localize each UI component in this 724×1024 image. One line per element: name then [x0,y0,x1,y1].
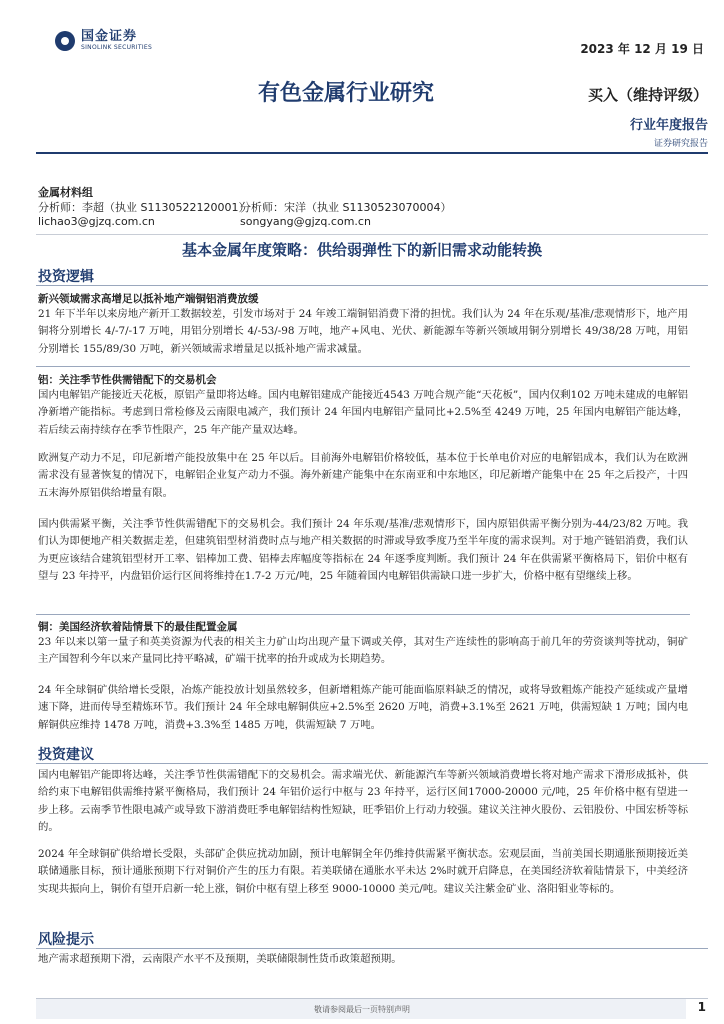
section-divider [36,285,708,286]
paragraph: 国内电解铝产能接近天花板，原铝产量即将达峰。国内电解铝建成产能接近4543 万吨合规产能“天花板”，国内仅剩102 万吨未建成的电解铝净新增产能指标。考虑到日常检修及云南限电减产，我们预计 24 年国内电解铝产量同比+2.5%至 4249 万吨，25 年国内电解铝产能达峰，若后续云南持续存在季节性限产，25 年产能产量双达峰。 [38,389,688,436]
logo-en-text: SINOLINK SECURITIES [81,44,153,51]
subheading: 铝：关注季节性供需错配下的交易机会 [38,374,217,386]
paragraph: 24 年全球铜矿供给增长受限，冶炼产能投放计划虽然较多，但新增粗炼产能可能面临原料缺乏的情况，或将导致粗炼产能投产延续或产量增速下降，进而传导至精炼环节。我们预计 24 年全球电解铜供应+2.5%至 2620 万吨，消费+3.1%至 2621 万吨，供需短缺 1 万吨；国内电解铜供应维持 1478 万吨，消费+3.3%至 1485 万吨，供需短缺 7 万吨。 [38,684,688,731]
page-number: 1 [697,1000,706,1014]
section-heading-advice: 投资建议 [38,747,94,763]
rating-label: 买入（维持评级） [587,86,708,104]
section-divider [36,948,708,949]
logo-mark-icon [55,31,75,51]
paragraph: 21 年下半年以来房地产新开工数据较差，引发市场对于 24 年竣工端铜铝消费下滑的担忧。我们认为 24 年在乐观/基准/悲观情形下，地产用铜将分别增长 4/-7/-17 万吨，用铝分别增长 4/-53/-98 万吨，地产+风电、光伏、新能源车等新兴领域用铜分别增长 49/38/28 万吨，用铝分别增长 155/89/30 万吨，新兴领域需求增量足以抵补地产需求减量。 [38,308,688,355]
subheading: 铜：美国经济软着陆情景下的最佳配置金属 [38,621,238,633]
section-heading-risk: 风险提示 [38,932,94,948]
analyst-2-email[interactable]: songyang@gjzq.com.cn [240,215,371,228]
analyst-2: 分析师：宋洋（执业 S1130523070004） [240,201,452,214]
section-divider [36,763,708,764]
report-date: 2023 年 12 月 19 日 [580,42,704,56]
sub-divider [36,366,690,367]
document-title: 基本金属年度策略：供给弱弹性下的新旧需求动能转换 [181,241,542,259]
section-heading-logic: 投资逻辑 [38,269,94,285]
paragraph: 2024 年全球铜矿供给增长受限，头部矿企供应扰动加剧，预计电解铜全年仍维持供需紧平衡状态。宏观层面，当前美国长期通胀预期接近美联储通胀目标，预计通胀预期下行对铜价产生的压力有限。若美联储在通胀水平未达 2%时就开启降息，在美国经济软着陆情景下，中美经济实现共振向上，铜价有望开启新一轮上涨，铜价中枢有望上移至 9000-10000 美元/吨。建议关注紫金矿业、洛阳钼业等标的。 [38,848,688,895]
report-subtype: 证券研究报告 [653,139,708,149]
footer-disclaimer-note: 敬请参阅最后一页特别声明 [314,1005,410,1014]
logo-cn-text: 国金证券 [81,29,138,44]
sub-divider [36,614,690,615]
paragraph: 国内电解铝产能即将达峰，关注季节性供需错配下的交易机会。需求端光伏、新能源汽车等新兴领域消费增长将对地产需求下滑形成抵补，供给约束下电解铝供需维持紧平衡格局，我们预计 24 年铝价运行中枢与 23 年持平，运行区间17000-20000 元/吨，25 年价格中枢有望进一步上移。云南季节性限电减产或导致下游消费旺季电解铝结构性短缺，旺季铝价上行动力较强。建议关注神火股份、云铝股份、中国宏桥等标的。 [38,769,688,833]
industry-title: 有色金属行业研究 [258,81,435,106]
paragraph: 23 年以来以第一量子和英美资源为代表的相关主力矿山均出现产量下调或关停，其对生产连续性的影响高于前几年的劳资谈判等扰动，铜矿主产国智利今年以来产量同比持平略减，矿端干扰率的抬升或成为长期趋势。 [38,636,688,666]
analyst-1-email[interactable]: lichao3@gjzq.com.cn [38,215,155,228]
paragraph: 地产需求超预期下滑，云南限产水平不及预期，美联储限制性货币政策超预期。 [38,953,402,965]
paragraph: 国内供需紧平衡，关注季节性供需错配下的交易机会。我们预计 24 年乐观/基准/悲观情形下，国内原铝供需平衡分别为-44/23/82 万吨。我们认为即便地产相关数据走差，但建筑铝型材消费时点与地产相关数据的时滞或导致季度乃至半年度的需求误判。对于地产链铝消费，我们认为更应该结合建筑铝型材开工率、铝棒加工费、铝棒去库幅度等指标在 24 年逐季度判断。我们预计 24 年在供需紧平衡格局下，铝价中枢有望与 23 年持平，内盘铝价运行区间将维持在1.7-2 万元/吨，25 年随着国内电解铝供需缺口进一步扩大，价格中枢有望继续上移。 [38,518,688,582]
analyst-divider [36,234,708,235]
paragraph: 欧洲复产动力不足，印尼新增产能投放集中在 25 年以后。目前海外电解铝价格较低，基本位于长单电价对应的电解铝成本，我们认为在欧洲需求没有显著恢复的情况下，电解铝企业复产动力不强。海外新建产能集中在东南亚和中东地区，印尼新增产能集中在 25 年之后投产，十四五末海外原铝供给增量有限。 [38,452,688,499]
report-type: 行业年度报告 [629,118,708,133]
subheading: 新兴领域需求高增足以抵补地产端铜铝消费放缓 [38,293,259,305]
analyst-group: 金属材料组 [38,186,93,199]
company-logo [55,30,152,51]
header-divider [36,152,708,154]
analyst-1: 分析师：李超（执业 S1130522120001） [38,201,250,214]
